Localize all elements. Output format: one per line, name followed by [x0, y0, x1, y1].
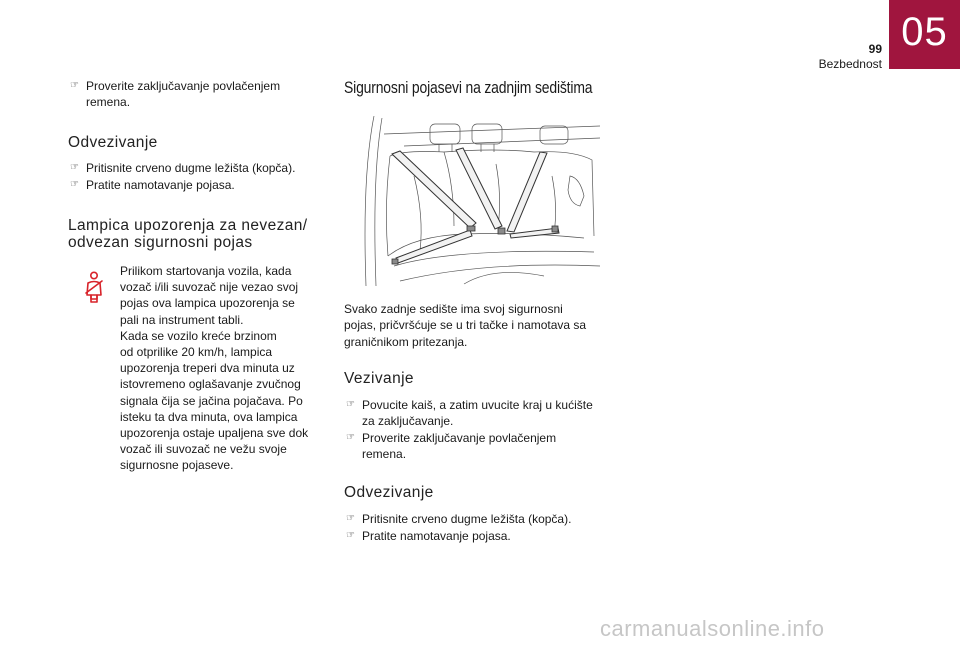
list-item: ☞ Povucite kaiš, a zatim uvucite kraj u kućište za zaključavanje.: [346, 397, 593, 428]
list-item: ☞ Proverite zaključavanje povlačenjem remena.: [346, 430, 557, 461]
pointer-icon: ☞: [346, 529, 355, 541]
chapter-number: 05: [901, 10, 948, 54]
seatbelt-warning-icon: [82, 271, 106, 305]
pointer-icon: ☞: [346, 431, 355, 443]
pointer-icon: ☞: [70, 179, 79, 190]
list-item: ☞ Pritisnite crveno dugme ležišta (kopča).: [346, 511, 572, 526]
intro-paragraph: Svako zadnje sedište ima svoj sigurnosni pojas, pričvršćuje se u tri tačke i namotava sa graničnikom pritezanja.: [344, 302, 587, 349]
buckle-heading: Vezivanje: [344, 369, 414, 387]
right-column: [344, 78, 604, 545]
chapter-tab: [889, 0, 960, 69]
warning-block: [68, 263, 318, 474]
rear-seatbelt-illustration: [344, 116, 600, 286]
left-column: [68, 78, 318, 474]
section-name: Bezbednost: [818, 57, 882, 71]
list-item: ☞ Proverite zaključavanje povlačenjem remena.: [70, 79, 281, 109]
list-item: ☞ Pratite namotavanje pojasa.: [70, 178, 235, 192]
pointer-icon: ☞: [346, 512, 355, 524]
unbuckle-heading-rear: Odvezivanje: [344, 483, 434, 501]
page-number: 99: [868, 42, 882, 56]
warning-text: Prilikom startovanja vozila, kada vozač i/ili suvozač nije vezao svoj pojas ova lampica upozorenja se pali na instrument tabli. Kada se vozilo kreće brzinom od otprilike 20 km/h, lampica upozorenja treperi dva minuta uz istovremeno oglašavanje zvučnog signala čija se jačina pojačava. Po isteku ta dva minuta, ova lampica upozorenja ostaje upaljena sve dok vozač ili suvozač ne vežu svoje sigurnosne pojaseve.: [120, 264, 309, 473]
page-title: Sigurnosni pojasevi na zadnjim sedištima: [344, 78, 593, 97]
warning-heading: Lampica upozorenja za nevezan/ odvezan sigurnosni pojas: [68, 217, 308, 251]
watermark: carmanualsonline.info: [600, 616, 825, 641]
list-item: ☞ Pratite namotavanje pojasa.: [346, 528, 511, 543]
list-item: ☞ Pritisnite crveno dugme ležišta (kopča).: [70, 161, 296, 175]
pointer-icon: ☞: [70, 80, 79, 91]
pointer-icon: ☞: [70, 162, 79, 173]
unbuckle-heading: Odvezivanje: [68, 134, 158, 151]
pointer-icon: ☞: [346, 398, 355, 410]
